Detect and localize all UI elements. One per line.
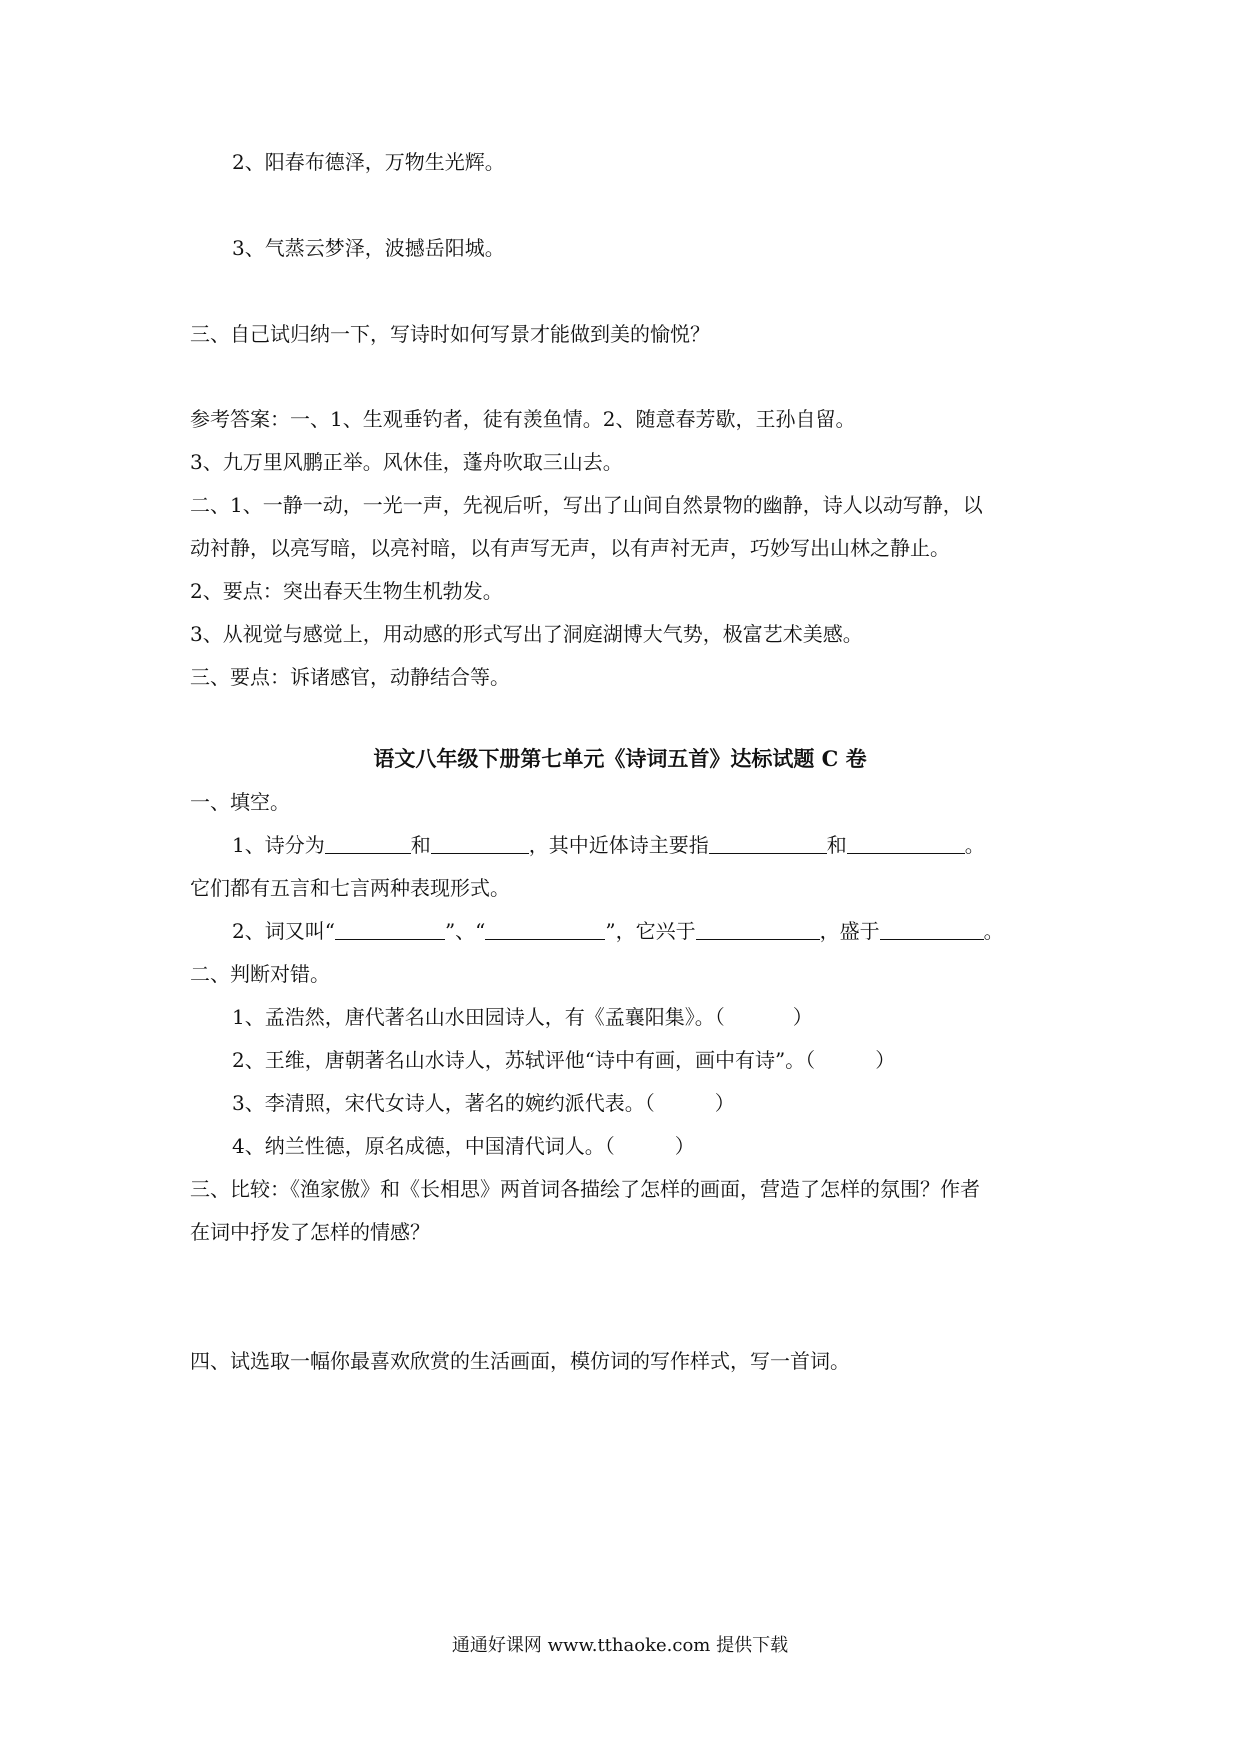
judge3-close-paren: ） bbox=[714, 1091, 735, 1115]
fill-question-2 bbox=[232, 917, 1004, 945]
part2-heading: 二、判断对错。 bbox=[190, 962, 330, 986]
judge2-close-paren: ） bbox=[875, 1048, 896, 1072]
fill1-text-c: ，其中近体诗主要指 bbox=[528, 833, 709, 857]
answer-line-3: 二、1、一静一动，一光一声，先视后听，写出了山间自然景物的幽静，诗人以动写静，以 bbox=[190, 493, 983, 517]
answer-line-2: 3、九万里风鹏正举。风休佳，蓬舟吹取三山去。 bbox=[190, 450, 623, 474]
judge-item-2 bbox=[232, 1046, 895, 1074]
judge1-close-paren: ） bbox=[792, 1005, 813, 1029]
judge4-text: 4、纳兰性德，原名成德，中国清代词人。（ bbox=[232, 1134, 615, 1158]
fill2-blank-4[interactable] bbox=[880, 919, 984, 940]
judge1-text: 1、孟浩然，唐代著名山水田园诗人，有《孟襄阳集》。（ bbox=[232, 1005, 725, 1029]
part3-line-1: 三、比较：《渔家傲》和《长相思》两首词各描绘了怎样的画面，营造了怎样的氛围？作者 bbox=[190, 1177, 980, 1201]
fill2-text-a: 2、词又叫“ bbox=[232, 919, 335, 943]
answer-line-5: 2、要点：突出春天生物生机勃发。 bbox=[190, 579, 503, 603]
fill2-text-d: ，盛于 bbox=[819, 919, 880, 943]
judge2-text: 2、王维，唐朝著名山水诗人，苏轼评他“诗中有画，画中有诗”。（ bbox=[232, 1048, 816, 1072]
fill2-text-e: 。 bbox=[983, 919, 1004, 943]
answer-line-7: 三、要点：诉诸感官，动静结合等。 bbox=[190, 665, 510, 689]
part4-question: 四、试选取一幅你最喜欢欣赏的生活画面，模仿词的写作样式，写一首词。 bbox=[190, 1349, 850, 1373]
judge3-text: 3、李清照，宋代女诗人，著名的婉约派代表。（ bbox=[232, 1091, 655, 1115]
fill2-blank-3[interactable] bbox=[696, 919, 820, 940]
fill1-text-a: 1、诗分为 bbox=[232, 833, 325, 857]
fill1-blank-2[interactable] bbox=[431, 833, 529, 854]
fill-question-1-continued: 它们都有五言和七言两种表现形式。 bbox=[190, 876, 510, 900]
answer-line-6: 3、从视觉与感觉上，用动感的形式写出了洞庭湖博大气势，极富艺术美感。 bbox=[190, 622, 863, 646]
fill1-blank-4[interactable] bbox=[847, 833, 965, 854]
answer-line-1: 参考答案：一、1、生观垂钓者，徒有羡鱼情。2、随意春芳歇，王孙自留。 bbox=[190, 407, 856, 431]
fill1-text-b: 和 bbox=[410, 833, 431, 857]
fill1-blank-1[interactable] bbox=[325, 833, 411, 854]
fill2-text-b: ”、“ bbox=[444, 919, 486, 943]
part3-line-2: 在词中抒发了怎样的情感？ bbox=[190, 1220, 430, 1244]
part1-heading: 一、填空。 bbox=[190, 790, 290, 814]
question-item-3: 3、气蒸云梦泽，波撼岳阳城。 bbox=[232, 236, 505, 260]
judge4-close-paren: ） bbox=[674, 1134, 695, 1158]
page-footer: 通通好课网 www.tthaoke.com 提供下载 bbox=[451, 1635, 789, 1656]
judge-item-4 bbox=[232, 1132, 695, 1160]
fill1-text-d: 和 bbox=[826, 833, 847, 857]
judge-item-3 bbox=[232, 1089, 735, 1117]
fill1-text-e: 。 bbox=[964, 833, 985, 857]
question-item-2: 2、阳春布德泽，万物生光辉。 bbox=[232, 150, 505, 174]
question-three: 三、自己试归纳一下，写诗时如何写景才能做到美的愉悦？ bbox=[190, 322, 710, 346]
fill2-blank-1[interactable] bbox=[335, 919, 445, 940]
answer-line-4: 动衬静，以亮写暗，以亮衬暗，以有声写无声，以有声衬无声，巧妙写出山林之静止。 bbox=[190, 536, 950, 560]
fill-question-1 bbox=[232, 831, 985, 859]
exam-title: 语文八年级下册第七单元《诗词五首》达标试题 C 卷 bbox=[373, 746, 867, 771]
fill2-text-c: ”，它兴于 bbox=[605, 919, 696, 943]
fill2-blank-2[interactable] bbox=[485, 919, 605, 940]
judge-item-1 bbox=[232, 1003, 813, 1031]
fill1-blank-3[interactable] bbox=[709, 833, 827, 854]
